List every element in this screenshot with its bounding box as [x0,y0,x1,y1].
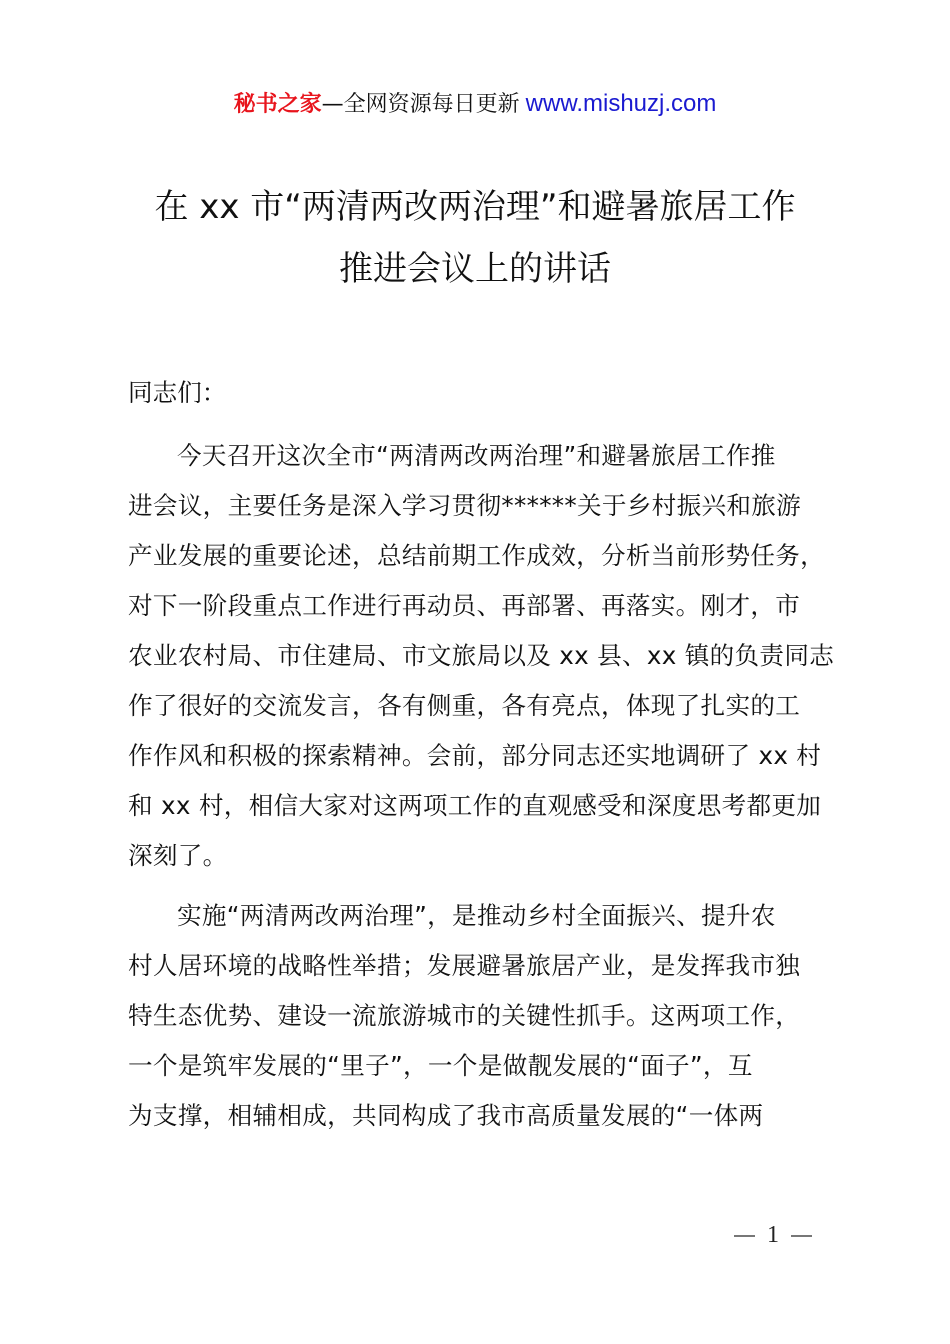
document-title-line-2: 推进会议上的讲话 [339,249,611,289]
salutation: 同志们： [128,378,227,407]
paragraph-line: 和 xx 村，相信大家对这两项工作的直观感受和深度思考都更加 [128,791,822,820]
dash-right [791,1235,812,1237]
paragraph-line: 作作风和积极的探索精神。会前，部分同志还实地调研了 xx 村 [128,741,822,770]
paragraph-2 [128,891,838,1141]
page-number [722,1222,824,1249]
paragraph-line: 今天召开这次全市“两清两改两治理”和避暑旅居工作推 [177,441,776,470]
site-url-link[interactable]: www.mishuzj.com [525,90,717,117]
paragraph-line: 对下一阶段重点工作进行再动员、再部署、再落实。刚才，市 [128,591,801,620]
dash-left [734,1235,755,1237]
brand-name: 秘书之家 [233,92,322,117]
page-number-value: 1 [767,1222,779,1248]
paragraph-line: 进会议，主要任务是深入学习贯彻******关于乡村振兴和旅游 [128,491,802,520]
paragraph-line: 农业农村局、市住建局、市文旅局以及 xx 县、xx 镇的负责同志 [128,641,835,670]
paragraph-line: 深刻了。 [128,841,228,870]
paragraph-line: 实施“两清两改两治理”，是推动乡村全面振兴、提升农 [177,901,776,930]
paragraph-line: 为支撑，相辅相成，共同构成了我市高质量发展的“一体两 [128,1101,764,1130]
paragraph-1 [128,431,838,881]
header-slogan: —全网资源每日更新 [321,92,520,117]
site-header [0,88,950,121]
paragraph-line: 村人居环境的战略性举措；发展避暑旅居产业，是发挥我市独 [128,951,801,980]
paragraph-line: 一个是筑牢发展的“里子”，一个是做靓发展的“面子”，互 [128,1051,753,1080]
paragraph-line: 特生态优势、建设一流旅游城市的关键性抓手。这两项工作， [128,1001,801,1030]
paragraph-line: 作了很好的交流发言，各有侧重，各有亮点，体现了扎实的工 [128,691,801,720]
document-title-line-1: 在 xx 市“两清两改两治理”和避暑旅居工作 [154,187,796,227]
paragraph-line: 产业发展的重要论述，总结前期工作成效，分析当前形势任务， [128,541,826,570]
